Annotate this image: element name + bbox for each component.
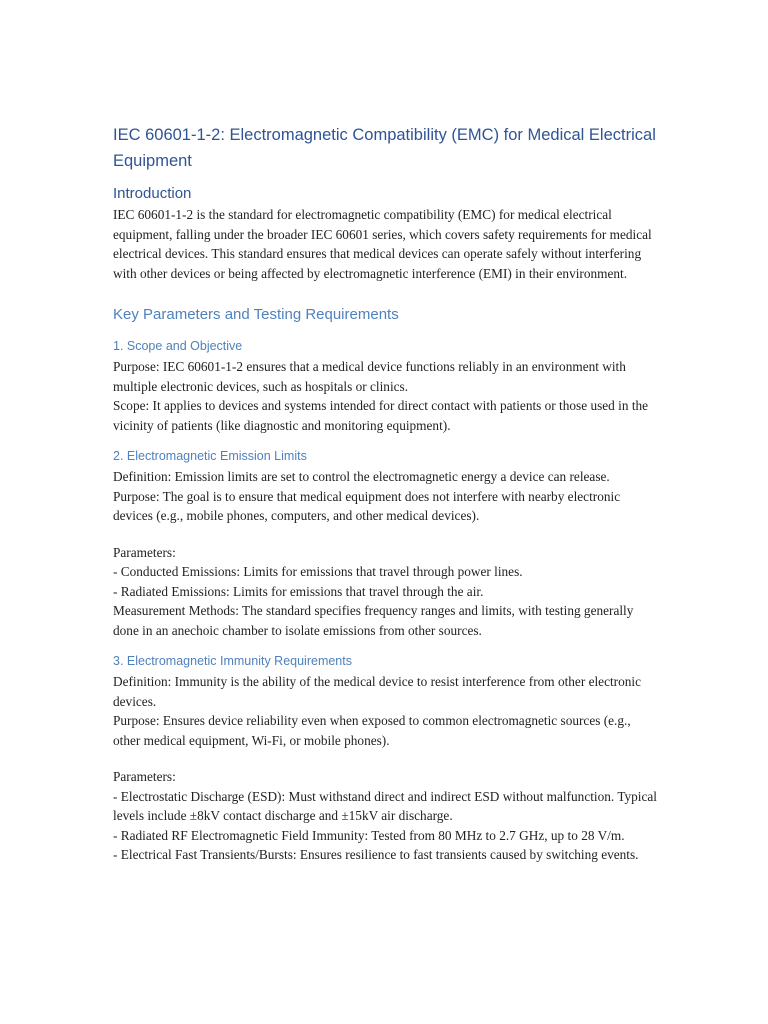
intro-heading: Introduction <box>113 185 192 202</box>
section-line: Definition: Immunity is the ability of the medical device to resist interference from other electronic devices. <box>113 674 641 709</box>
section-line: - Radiated Emissions: Limits for emissions that travel through the air. <box>113 583 484 599</box>
document-title: IEC 60601-1-2: Electromagnetic Compatibility (EMC) for Medical Electrical Equipment <box>113 126 656 170</box>
section-line: Scope: It applies to devices and systems intended for direct contact with patients or those used in the vicinity of patients (like diagnostic and monitoring equipment). <box>113 398 649 433</box>
section-heading-emission: 2. Electromagnetic Emission Limits <box>113 449 307 463</box>
section-line: - Radiated RF Electromagnetic Field Immunity: Tested from 80 MHz to 2.7 GHz, up to 28 V/m. <box>113 827 625 843</box>
key-parameters-heading: Key Parameters and Testing Requirements <box>113 306 399 323</box>
section-line: Purpose: The goal is to ensure that medical equipment does not interfere with nearby electronic devices (e.g., mobile phones, computers, and other medical devices). <box>113 488 621 523</box>
intro-paragraph: IEC 60601-1-2 is the standard for electromagnetic compatibility (EMC) for medical electrical equipment, falling under the broader IEC 60601 series, which covers safety requirements for medical electrical devices. This standard ensures that medical devices can operate safely without interfering with other devices or being affected by electromagnetic interference (EMI) in their environment. <box>113 207 652 281</box>
section-line: Definition: Emission limits are set to control the electromagnetic energy a device can release. <box>113 469 610 484</box>
section-line: Purpose: IEC 60601-1-2 ensures that a medical device functions reliably in an environment with multiple electronic devices, such as hospitals or clinics. <box>113 359 626 394</box>
section-line: Purpose: Ensures device reliability even when exposed to common electromagnetic sources (e.g., other medical equipment, Wi-Fi, or mobile phones). <box>113 713 631 748</box>
section-heading-scope: 1. Scope and Objective <box>113 339 243 353</box>
section-heading-immunity: 3. Electromagnetic Immunity Requirements <box>113 654 352 668</box>
section-line: - Conducted Emissions: Limits for emissions that travel through power lines. <box>113 564 523 579</box>
section-line: Parameters: <box>113 544 176 560</box>
section-line: - Electrical Fast Transients/Bursts: Ensures resilience to fast transients caused by switching events. <box>113 847 639 862</box>
section-line: - Electrostatic Discharge (ESD): Must withstand direct and indirect ESD without malfunction. Typical levels include ±8kV contact discharge and ±15kV air discharge. <box>113 788 657 823</box>
section-line: Parameters: <box>113 769 176 784</box>
section-line: Measurement Methods: The standard specifies frequency ranges and limits, with testing generally done in an anechoic chamber to isolate emissions from other sources. <box>113 603 634 638</box>
